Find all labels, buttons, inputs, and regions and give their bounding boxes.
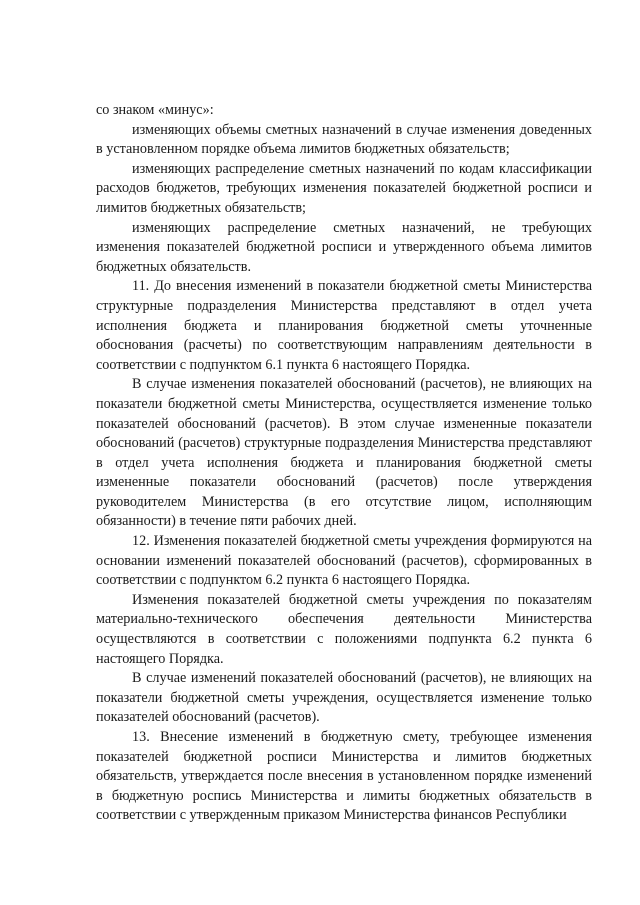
document-body bbox=[96, 101, 592, 826]
paragraph-clause-11-case: В случае изменения показателей обоснований (расчетов), не влияющих на показатели бюджетной сметы Министерства, осуществляется изменение только показателей обоснований (расчетов). В этом случае измененные показатели обоснований (расчетов) структурные подразделения Министерства представляют в отдел учета исполнения бюджета и планирования бюджетной сметы измененные показатели обоснований (расчетов) после утверждения руководителем Министерства (в его отсутствие лицом, исполняющим обязанности) в течение пяти рабочих дней. bbox=[96, 376, 592, 530]
paragraph-clause-12-case: В случае изменений показателей обоснований (расчетов), не влияющих на показатели бюджетной сметы учреждения, осуществляется изменение только показателей обоснований (расчетов). bbox=[96, 670, 592, 726]
paragraph-clause-12: 12. Изменения показателей бюджетной сметы учреждения формируются на основании изменений показателей обоснований (расчетов), сформированных в соответствии с подпунктом 6.2 пункта 6 настоящего Порядка. bbox=[96, 533, 592, 589]
paragraph-clause-12-material: Изменения показателей бюджетной сметы учреждения по показателям материально-технического обеспечения деятельности Министерства осуществляются в соответствии с положениями подпункта 6.2 пункта 6 настоящего Порядка. bbox=[96, 591, 592, 667]
paragraph-clause-13: 13. Внесение изменений в бюджетную смету, требующее изменения показателей бюджетной росписи Министерства и лимитов бюджетных обязательств, утверждается после внесения в установленном порядке изменений в бюджетную роспись Министерства и лимиты бюджетных обязательств в соответствии с утвержденным приказом Министерства финансов Республики bbox=[96, 729, 592, 824]
paragraph-clause-11: 11. До внесения изменений в показатели бюджетной сметы Министерства структурные подразделения Министерства представляют в отдел учета исполнения бюджета и планирования бюджетной сметы уточненные обоснования (расчеты) по соответствующим направлениям деятельности в соответствии с подпунктом 6.1 пункта 6 настоящего Порядка. bbox=[96, 278, 592, 373]
paragraph-item-volume-change: изменяющих объемы сметных назначений в случае изменения доведенных в установленном порядке объема лимитов бюджетных обязательств; bbox=[96, 121, 592, 158]
paragraph-item-classification-change: изменяющих распределение сметных назначений по кодам классификации расходов бюджетов, требующих изменения показателей бюджетной росписи и лимитов бюджетных обязательств; bbox=[96, 160, 592, 216]
paragraph-continuation: со знаком «минус»: bbox=[96, 102, 214, 118]
paragraph-item-distribution-change: изменяющих распределение сметных назначений, не требующих изменения показателей бюджетной росписи и утвержденного объема лимитов бюджетных обязательств. bbox=[96, 219, 592, 275]
